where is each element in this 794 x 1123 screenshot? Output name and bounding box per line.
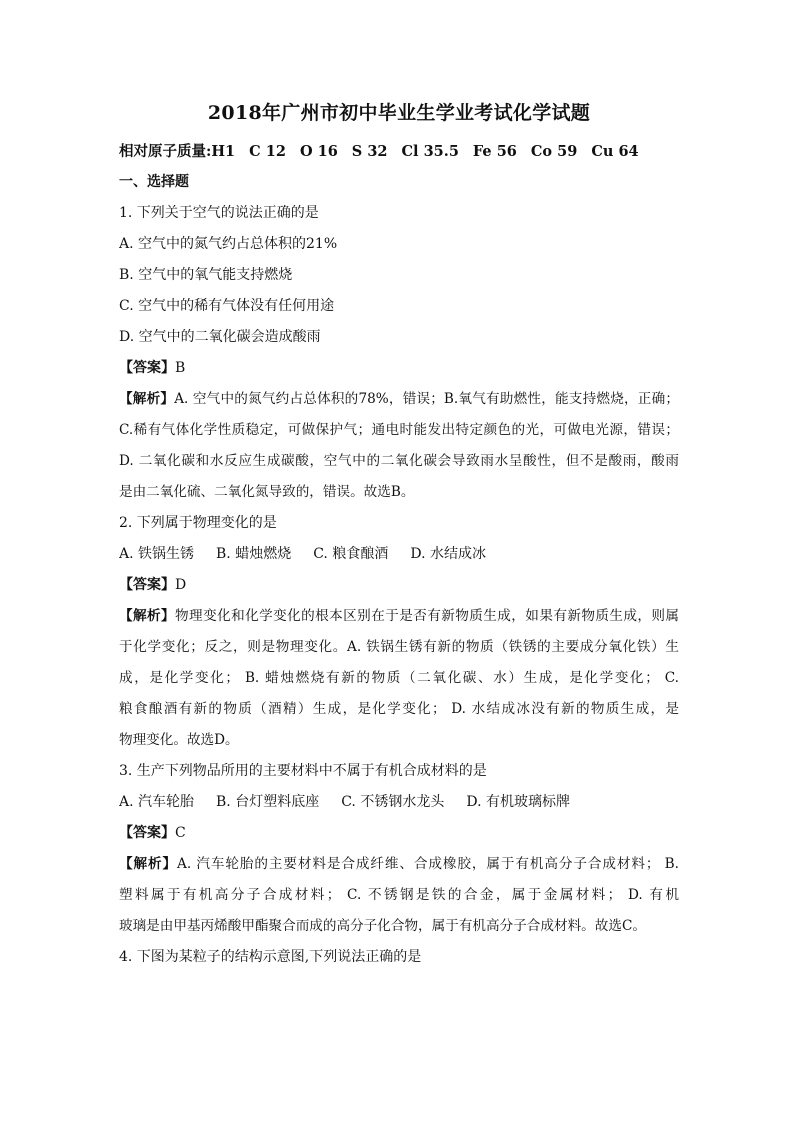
question-3-option-c: C. 不锈钢水龙头: [341, 794, 445, 810]
analysis-text: A. 空气中的氮气约占总体积的78%，错误；B.氧气有助燃性，能支持燃烧，正确；: [174, 391, 679, 407]
question-3-answer: [119, 818, 679, 849]
question-2-option-b: B. 蜡烛燃烧: [216, 546, 292, 562]
answer-value: C: [175, 825, 186, 841]
atomic-mass-fe: Fe 56: [472, 143, 517, 160]
question-1-option-c: C. 空气中的稀有气体没有任何用途: [119, 298, 335, 314]
question-3-analysis-line-3: 玻璃是由甲基丙烯酸甲酯聚合而成的高分子化合物，属于有机高分子合成材料。故选C。: [119, 918, 646, 934]
question-1-analysis-line-2: C.稀有气体化学性质稳定，可做保护气；通电时能发出特定颜色的光，可做电光源，错误；: [119, 422, 679, 438]
analysis-text: A. 汽车轮胎的主要材料是合成纤维、合成橡胶，属于有机高分子合成材料； B.: [177, 856, 679, 872]
answer-value: D: [175, 577, 187, 593]
question-2-stem: 2. 下列属于物理变化的是: [119, 515, 277, 531]
page-title: 2018年广州市初中毕业生学业考试化学试题: [207, 102, 591, 124]
atomic-mass-cu: Cu 64: [591, 143, 639, 160]
analysis-label: 【解析】: [119, 856, 177, 872]
question-2-analysis-line-5: 物理变化。故选D。: [119, 732, 239, 748]
question-1-option-d: D. 空气中的二氧化碳会造成酸雨: [119, 329, 321, 345]
question-2-analysis-line-1: [119, 601, 679, 632]
question-2-answer: [119, 570, 679, 601]
atomic-mass-o: O 16: [299, 143, 338, 160]
question-2-analysis-line-3: 成，是化学变化； B. 蜡烛燃烧有新的物质（二氧化碳、水）生成，是化学变化； C.: [119, 670, 679, 686]
question-1-option-a: A. 空气中的氮气约占总体积的21%: [119, 236, 338, 252]
section-title: 一、选择题: [119, 174, 189, 190]
answer-value: B: [175, 360, 186, 376]
question-3-analysis-line-1: [119, 849, 679, 880]
atomic-mass-co: Co 59: [530, 143, 578, 160]
analysis-label: 【解析】: [119, 391, 175, 407]
question-1-analysis-line-3: D. 二氧化碳和水反应生成碳酸，空气中的二氧化碳会导致雨水呈酸性，但不是酸雨，酸雨: [119, 453, 679, 469]
question-1-analysis-line-4: 是由二氧化硫、二氧化氮导致的，错误。故选B。: [119, 484, 415, 500]
question-4-stem: 4. 下图为某粒子的结构示意图,下列说法正确的是: [119, 949, 422, 965]
question-2-option-d: D. 水结成冰: [410, 546, 486, 562]
atomic-mass-c: C 12: [249, 143, 286, 160]
document-page: [119, 100, 679, 973]
answer-label: 【答案】: [119, 577, 175, 593]
atomic-mass-h: H1: [211, 143, 236, 160]
question-3-analysis-line-2: 塑料属于有机高分子合成材料； C. 不锈钢是铁的合金，属于金属材料； D. 有机: [119, 887, 679, 903]
question-2-option-a: A. 铁锅生锈: [119, 546, 195, 562]
question-1-analysis-line-1: [119, 384, 679, 415]
analysis-text: 物理变化和化学变化的根本区别在于是否有新物质生成，如果有新物质生成，则属: [175, 608, 679, 624]
question-2-analysis-line-4: 粮食酿酒有新的物质（酒精）生成，是化学变化； D. 水结成冰没有新的物质生成，是: [119, 701, 679, 717]
question-2-option-c: C. 粮食酿酒: [313, 546, 389, 562]
question-3-option-a: A. 汽车轮胎: [119, 794, 195, 810]
question-3-options: [119, 787, 679, 818]
question-1-option-b: B. 空气中的氧气能支持燃烧: [119, 267, 293, 283]
question-1-answer: [119, 353, 679, 384]
question-3-option-d: D. 有机玻璃标牌: [466, 794, 570, 810]
answer-label: 【答案】: [119, 825, 175, 841]
question-1-stem: 1. 下列关于空气的说法正确的是: [119, 205, 319, 221]
atomic-masses-label: 相对原子质量:: [119, 143, 212, 160]
question-2-analysis-line-2: 于化学变化；反之，则是物理变化。A. 铁锅生锈有新的物质（铁锈的主要成分氧化铁）生: [119, 639, 679, 655]
question-2-options: [119, 539, 679, 570]
atomic-mass-cl: Cl 35.5: [401, 143, 459, 160]
atomic-masses: [119, 136, 679, 167]
question-3-stem: 3. 生产下列物品所用的主要材料中不属于有机合成材料的是: [119, 763, 487, 779]
atomic-mass-s: S 32: [351, 143, 388, 160]
answer-label: 【答案】: [119, 360, 175, 376]
analysis-label: 【解析】: [119, 608, 176, 624]
question-3-option-b: B. 台灯塑料底座: [216, 794, 320, 810]
